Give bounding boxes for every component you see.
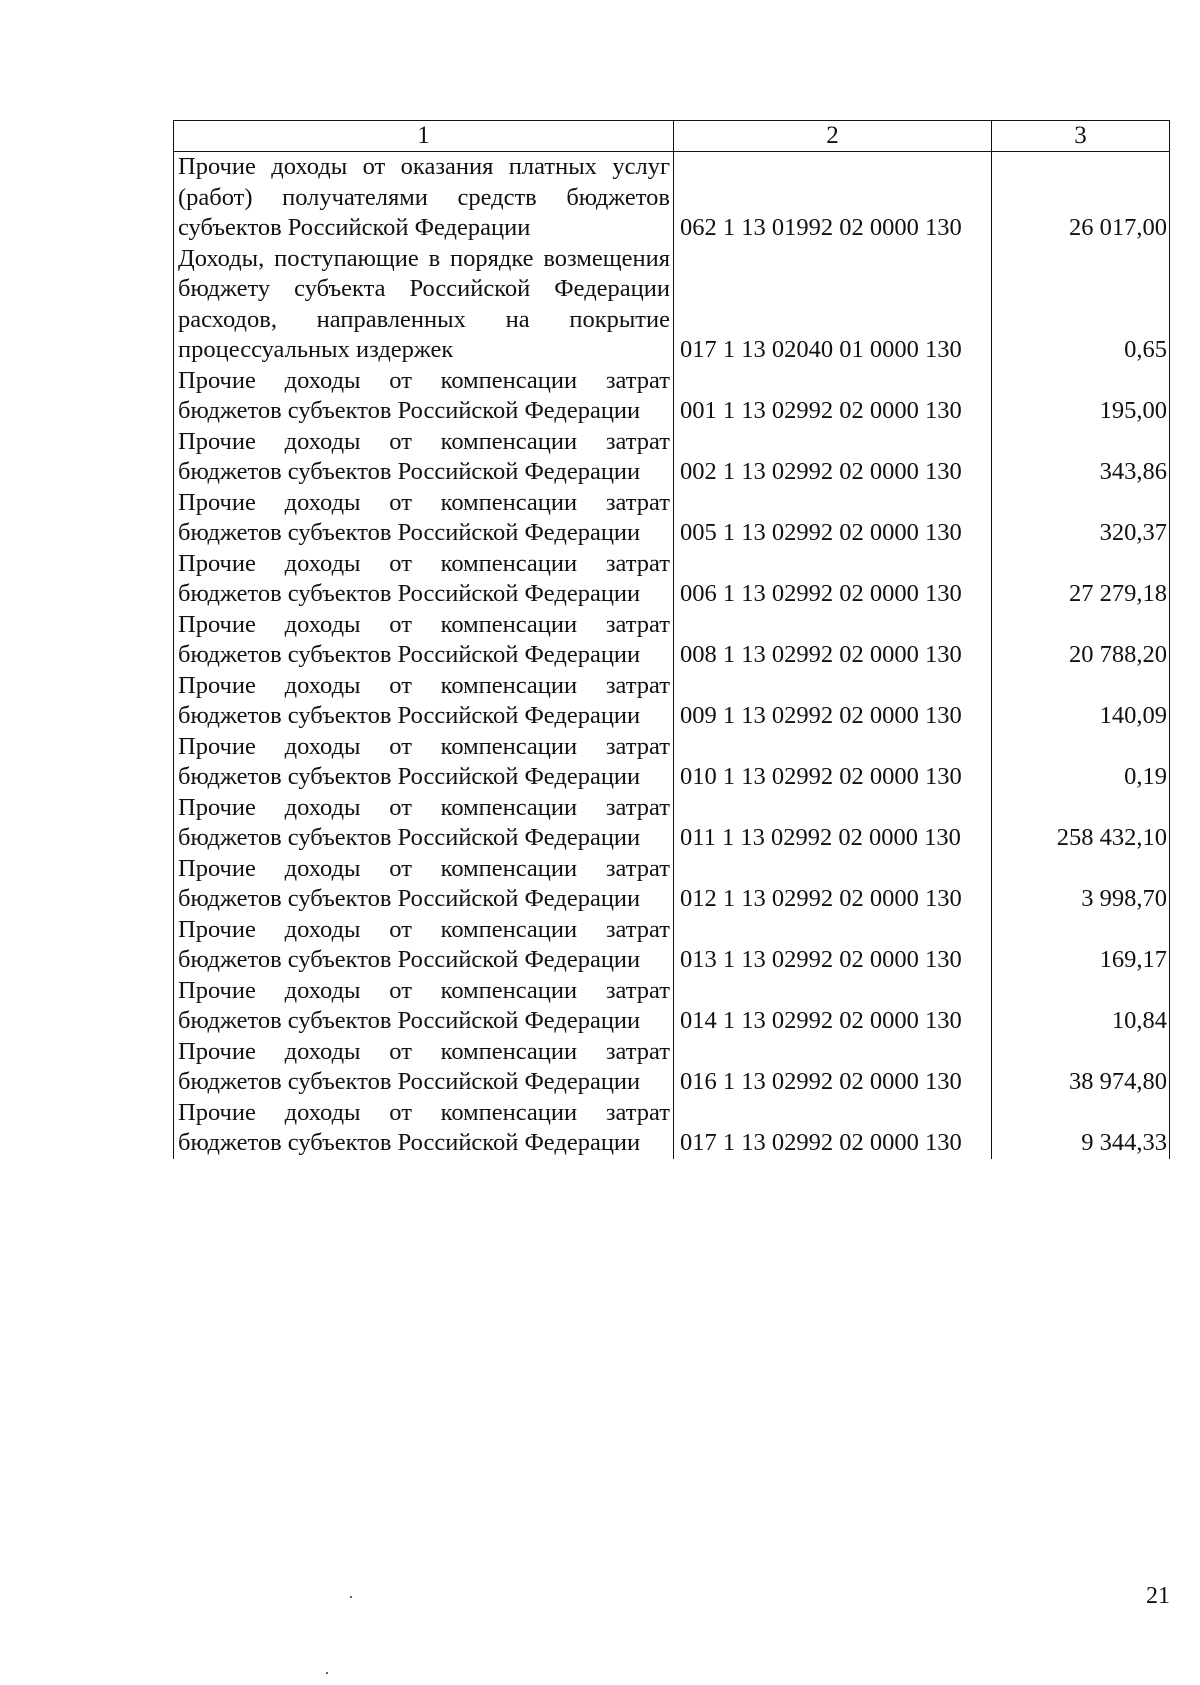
table-body xyxy=(174,152,1170,1159)
row-code: 013 1 13 02992 02 0000 130 xyxy=(674,915,992,976)
row-amount: 38 974,80 xyxy=(992,1037,1170,1098)
row-amount: 195,00 xyxy=(992,366,1170,427)
row-amount: 169,17 xyxy=(992,915,1170,976)
scan-speck xyxy=(350,1596,352,1598)
row-amount: 320,37 xyxy=(992,488,1170,549)
row-amount: 3 998,70 xyxy=(992,854,1170,915)
row-description: Прочие доходы от компенсации затрат бюджетов субъектов Российской Федерации xyxy=(174,671,674,732)
row-description: Прочие доходы от компенсации затрат бюджетов субъектов Российской Федерации xyxy=(174,1098,674,1159)
row-amount: 343,86 xyxy=(992,427,1170,488)
row-description: Прочие доходы от компенсации затрат бюджетов субъектов Российской Федерации xyxy=(174,732,674,793)
row-code: 001 1 13 02992 02 0000 130 xyxy=(674,366,992,427)
scan-speck xyxy=(326,1672,328,1674)
row-code: 016 1 13 02992 02 0000 130 xyxy=(674,1037,992,1098)
table-row xyxy=(174,488,1170,549)
row-description: Прочие доходы от компенсации затрат бюджетов субъектов Российской Федерации xyxy=(174,915,674,976)
row-amount: 0,65 xyxy=(992,244,1170,366)
row-description: Прочие доходы от оказания платных услуг (работ) получателями средств бюджетов субъектов Российской Федерации xyxy=(174,152,674,244)
row-description: Прочие доходы от компенсации затрат бюджетов субъектов Российской Федерации xyxy=(174,488,674,549)
table-row xyxy=(174,915,1170,976)
table-row xyxy=(174,549,1170,610)
row-code: 002 1 13 02992 02 0000 130 xyxy=(674,427,992,488)
row-code: 008 1 13 02992 02 0000 130 xyxy=(674,610,992,671)
table-row xyxy=(174,152,1170,244)
table-header-row xyxy=(174,121,1170,152)
table-row xyxy=(174,1037,1170,1098)
table-row xyxy=(174,366,1170,427)
row-description: Прочие доходы от компенсации затрат бюджетов субъектов Российской Федерации xyxy=(174,610,674,671)
row-code: 012 1 13 02992 02 0000 130 xyxy=(674,854,992,915)
header-col-3: 3 xyxy=(992,121,1170,152)
row-code: 017 1 13 02992 02 0000 130 xyxy=(674,1098,992,1159)
row-amount: 140,09 xyxy=(992,671,1170,732)
row-code: 006 1 13 02992 02 0000 130 xyxy=(674,549,992,610)
header-col-2: 2 xyxy=(674,121,992,152)
row-description: Прочие доходы от компенсации затрат бюджетов субъектов Российской Федерации xyxy=(174,793,674,854)
table-row xyxy=(174,1098,1170,1159)
row-description: Прочие доходы от компенсации затрат бюджетов субъектов Российской Федерации xyxy=(174,549,674,610)
row-amount: 10,84 xyxy=(992,976,1170,1037)
table-row xyxy=(174,427,1170,488)
row-description: Доходы, поступающие в порядке возмещения бюджету субъекта Российской Федерации расходов, направленных на покрытие процессуальных издержек xyxy=(174,244,674,366)
row-code: 011 1 13 02992 02 0000 130 xyxy=(674,793,992,854)
row-description: Прочие доходы от компенсации затрат бюджетов субъектов Российской Федерации xyxy=(174,427,674,488)
table-row xyxy=(174,976,1170,1037)
row-amount: 0,19 xyxy=(992,732,1170,793)
row-description: Прочие доходы от компенсации затрат бюджетов субъектов Российской Федерации xyxy=(174,854,674,915)
row-description: Прочие доходы от компенсации затрат бюджетов субъектов Российской Федерации xyxy=(174,1037,674,1098)
row-amount: 258 432,10 xyxy=(992,793,1170,854)
row-amount: 20 788,20 xyxy=(992,610,1170,671)
row-amount: 26 017,00 xyxy=(992,152,1170,244)
row-amount: 27 279,18 xyxy=(992,549,1170,610)
table-row xyxy=(174,671,1170,732)
row-code: 017 1 13 02040 01 0000 130 xyxy=(674,244,992,366)
row-code: 009 1 13 02992 02 0000 130 xyxy=(674,671,992,732)
table-row xyxy=(174,610,1170,671)
table-row xyxy=(174,854,1170,915)
row-code: 062 1 13 01992 02 0000 130 xyxy=(674,152,992,244)
row-code: 010 1 13 02992 02 0000 130 xyxy=(674,732,992,793)
header-col-1: 1 xyxy=(174,121,674,152)
row-code: 014 1 13 02992 02 0000 130 xyxy=(674,976,992,1037)
row-description: Прочие доходы от компенсации затрат бюджетов субъектов Российской Федерации xyxy=(174,976,674,1037)
table-row xyxy=(174,244,1170,366)
row-amount: 9 344,33 xyxy=(992,1098,1170,1159)
table-row xyxy=(174,732,1170,793)
row-description: Прочие доходы от компенсации затрат бюджетов субъектов Российской Федерации xyxy=(174,366,674,427)
page-number: 21 xyxy=(1146,1583,1170,1609)
table-row xyxy=(174,793,1170,854)
row-code: 005 1 13 02992 02 0000 130 xyxy=(674,488,992,549)
revenue-table xyxy=(173,120,1170,1159)
